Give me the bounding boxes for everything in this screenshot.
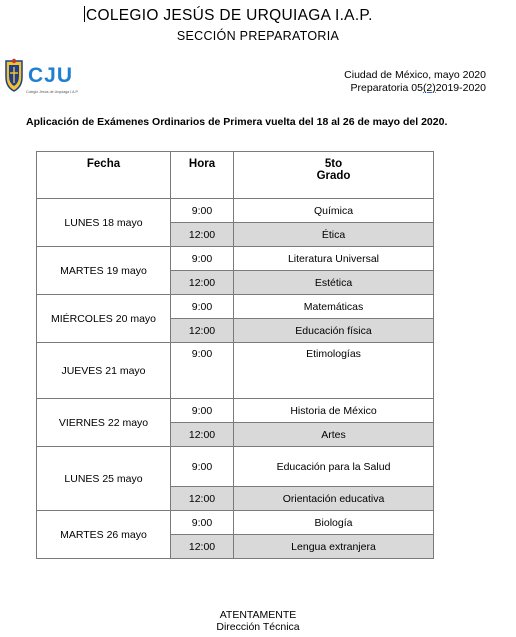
date-line: Ciudad de México, mayo 2020: [344, 69, 486, 81]
table-row: [37, 199, 434, 223]
logo-text: CJU: [28, 64, 74, 87]
header-hora: Hora: [171, 152, 234, 199]
time-cell: 9:00: [171, 511, 234, 535]
subject-cell: Ética: [234, 223, 434, 247]
time-cell: 9:00: [171, 343, 234, 399]
time-cell: 9:00: [171, 199, 234, 223]
section-title: SECCIÓN PREPARATORIA: [176, 29, 340, 43]
header-fecha: Fecha: [37, 152, 171, 199]
day-cell: LUNES 18 mayo: [37, 199, 171, 247]
time-cell: 12:00: [171, 487, 234, 511]
subject-cell: Matemáticas: [234, 295, 434, 319]
exam-schedule-table: [36, 151, 434, 559]
time-cell: 12:00: [171, 535, 234, 559]
time-cell: 9:00: [171, 447, 234, 487]
time-cell: 12:00: [171, 423, 234, 447]
subject-cell: Literatura Universal: [234, 247, 434, 271]
subject-cell: Educación física: [234, 319, 434, 343]
subject-cell: Artes: [234, 423, 434, 447]
closing-text: ATENTAMENTE: [219, 609, 297, 621]
time-cell: 9:00: [171, 295, 234, 319]
exam-heading: Aplicación de Exámenes Ordinarios de Primera vuelta del 18 al 26 de mayo del 2020.: [26, 116, 448, 128]
subject-cell: Estética: [234, 271, 434, 295]
subject-cell: Lengua extranjera: [234, 535, 434, 559]
table-header-row: [37, 152, 434, 199]
time-cell: 12:00: [171, 223, 234, 247]
subject-cell: Orientación educativa: [234, 487, 434, 511]
day-cell: MARTES 26 mayo: [37, 511, 171, 559]
time-cell: 9:00: [171, 399, 234, 423]
day-cell: JUEVES 21 mayo: [37, 343, 171, 399]
prep-line: Preparatoria 05(2)2019-2020: [350, 82, 486, 94]
table-row: [37, 399, 434, 423]
school-name: COLEGIO JESÚS DE URQUIAGA I.A.P.: [86, 7, 373, 24]
crest-icon: [6, 59, 22, 91]
day-cell: VIERNES 22 mayo: [37, 399, 171, 447]
subject-cell: Educación para la Salud: [234, 447, 434, 487]
table-row: [37, 295, 434, 319]
text-cursor: [84, 6, 85, 22]
logo-subtext: Colegio Jesús de Urquiaga I.A.P.: [26, 90, 79, 94]
subject-cell: Química: [234, 199, 434, 223]
day-cell: MARTES 19 mayo: [37, 247, 171, 295]
school-logo: [2, 57, 97, 97]
day-cell: LUNES 25 mayo: [37, 447, 171, 511]
table-row: [37, 447, 434, 487]
header-grado: 5to Grado: [234, 152, 434, 199]
subject-cell: Historia de México: [234, 399, 434, 423]
table-row: [37, 343, 434, 399]
time-cell: 12:00: [171, 271, 234, 295]
time-cell: 12:00: [171, 319, 234, 343]
table-row: [37, 511, 434, 535]
signature-text: Dirección Técnica: [216, 621, 300, 633]
subject-cell: Biología: [234, 511, 434, 535]
day-cell: MIÉRCOLES 20 mayo: [37, 295, 171, 343]
school-title: [84, 6, 373, 25]
table-row: [37, 247, 434, 271]
subject-cell: Etimologías: [234, 343, 434, 399]
time-cell: 9:00: [171, 247, 234, 271]
